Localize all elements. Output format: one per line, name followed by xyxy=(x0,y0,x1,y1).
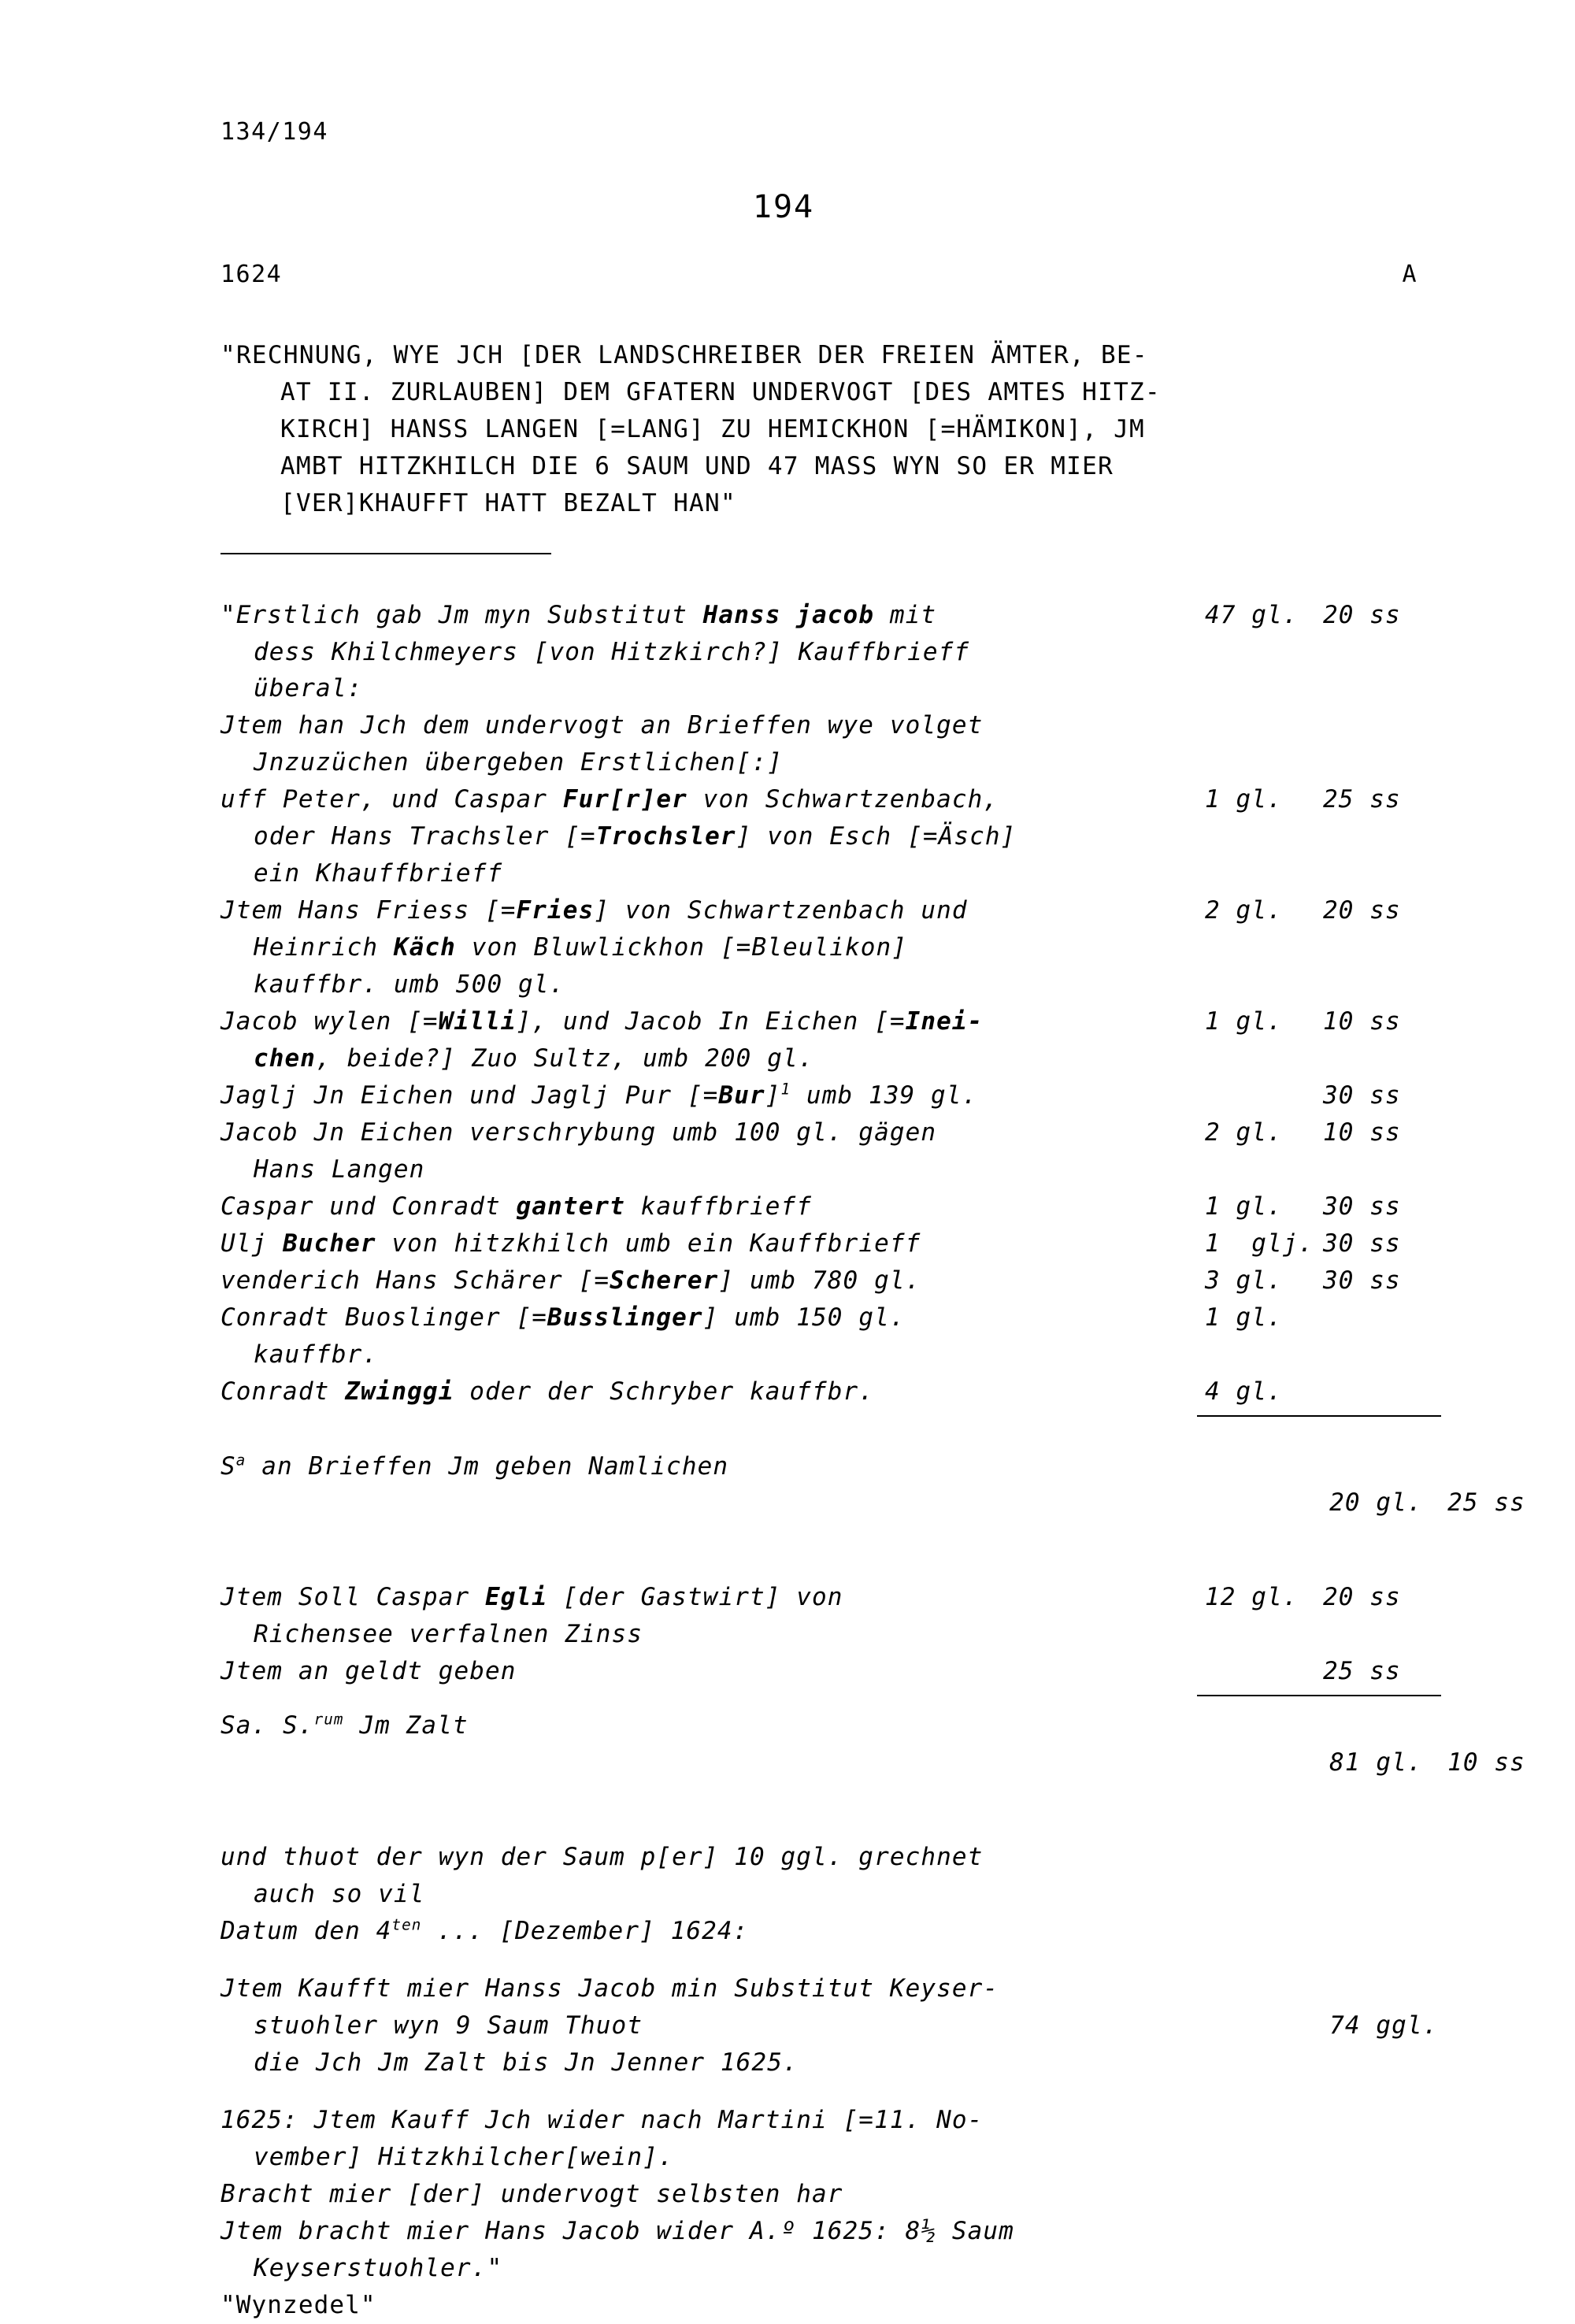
entry-line: Jnzuzüchen übergeben Erstlichen[:] xyxy=(254,748,783,777)
ledger-entry-amount: 2 gl. 20 ss xyxy=(1205,896,1401,925)
ledger-entry-row xyxy=(220,1579,1441,1653)
ledger-entry-amount: 4 gl. xyxy=(1205,1377,1283,1406)
ledger-entry-row xyxy=(220,1262,1441,1299)
entry-line: Jtem Soll Caspar Egli [der Gastwirt] von xyxy=(220,1583,843,1612)
grand-total-row xyxy=(220,1707,1525,1818)
ledger-entry-text xyxy=(220,1579,843,1653)
entry-line: Hans Langen xyxy=(254,1155,425,1184)
ledger-entry-row xyxy=(220,707,1441,781)
ledger-entry-amount: 12 gl. 20 ss xyxy=(1205,1583,1401,1612)
purchase-amount: 74 ggl. xyxy=(1329,2011,1439,2040)
folio-number: 134/194 xyxy=(220,118,328,146)
ledger-entry-row xyxy=(220,1373,1441,1410)
purchase-line-3: die Jch Jm Zalt bis Jn Jenner 1625. xyxy=(254,2048,799,2077)
ledger-entry-text xyxy=(220,781,1016,892)
subtotal-briefe-amount: 20 gl. 25 ss xyxy=(1329,1488,1525,1518)
purchase-entry-text xyxy=(220,1970,999,2081)
ledger-entry-text xyxy=(220,1077,977,1114)
archive-mark: A xyxy=(1402,261,1418,288)
ledger-entry-text xyxy=(220,707,983,781)
regest-line-2: AT II. ZURLAUBEN] DEM GFATERN UNDERVOGT [DES AMTES HITZ- xyxy=(280,378,1161,407)
entry-line: Ulj Bucher von hitzkhilch umb ein Kauffbrieff xyxy=(220,1229,921,1258)
entry-line: Richensee verfalnen Zinss xyxy=(254,1620,643,1649)
entry-line: Caspar und Conradt gantert kauffbrieff xyxy=(220,1192,813,1221)
grand-total-text: Sa. S.$^{rum}$ Jm Zalt xyxy=(220,1710,469,1740)
ledger-entry-text xyxy=(220,597,969,708)
horizontal-divider xyxy=(220,553,551,554)
ledger-entry-row xyxy=(220,781,1441,892)
subtotal-briefe-text: $S^a$ an Brieffen Jm geben Namlichen xyxy=(220,1451,729,1481)
regest-line-4: AMBT HITZKHILCH DIE 6 SAUM UND 47 MASS WYN SO ER MIER xyxy=(280,452,1114,481)
closing-paragraph xyxy=(220,2102,1441,2287)
entries-list-secondary xyxy=(220,1579,1441,1696)
wynzedel-label: "Wynzedel" xyxy=(220,2290,376,2319)
ledger-entry-amount: 2 gl. 10 ss xyxy=(1205,1118,1401,1147)
closing-line: Jtem bracht mier Hans Jacob wider A.º 1625: 8½ Saum xyxy=(220,2216,1014,2245)
entry-line: "Erstlich gab Jm myn Substitut Hanss jacob mit xyxy=(220,600,937,629)
document-year: 1624 xyxy=(220,261,283,288)
entry-line: Jacob wylen [=Willi], und Jacob In Eichen [=Inei- xyxy=(220,1007,984,1036)
ledger-entry-amount: 47 gl. 20 ss xyxy=(1205,600,1401,629)
ledger-entry-text xyxy=(220,1653,517,1690)
regest-line-5: [VER]KHAUFFT HATT BEZALT HAN" xyxy=(280,489,736,518)
ledger-entry-amount: 30 ss xyxy=(1323,1080,1401,1110)
ledger-entry-text xyxy=(220,1373,874,1410)
entry-line: Conradt Buoslinger [=Busslinger] umb 150 gl. xyxy=(220,1303,906,1332)
purchase-line-2: stuohler wyn 9 Saum Thuot xyxy=(254,2011,643,2040)
ledger-entry-text xyxy=(220,1114,936,1188)
ledger-entry-amount: 3 gl. 30 ss xyxy=(1205,1266,1401,1295)
ledger-entry-text xyxy=(220,1299,906,1373)
ledger-entry-row xyxy=(220,1188,1441,1225)
wine-note-line-2: auch so vil xyxy=(254,1880,425,1909)
ledger-entry-text xyxy=(220,892,968,1003)
ledger-entry-row xyxy=(220,1653,1441,1690)
ledger-entry-row xyxy=(220,1077,1441,1114)
ledger-entry-text xyxy=(220,1188,812,1225)
wine-note xyxy=(220,1839,1441,1913)
sum-rule xyxy=(1197,1415,1441,1417)
regest-heading xyxy=(220,337,1441,523)
wine-note-line-1: und thuot der wyn der Saum p[er] 10 ggl. grechnet xyxy=(220,1843,984,1872)
closing-line: Keyserstuohler." xyxy=(254,2253,503,2282)
ledger-entry-amount: 1 gl. 10 ss xyxy=(1205,1007,1401,1036)
ledger-entry-row xyxy=(220,1003,1441,1077)
ledger-entry-row xyxy=(220,1299,1441,1373)
closing-line: vember] Hitzkhilcher[wein]. xyxy=(254,2142,674,2171)
entry-line: kauffbr. xyxy=(254,1340,379,1369)
entry-line: chen, beide?] Zuo Sultz, umb 200 gl. xyxy=(254,1043,814,1073)
entry-line: uff Peter, und Caspar Fur[r]er von Schwartzenbach, xyxy=(220,785,999,814)
regest-line-1: "RECHNUNG, WYE JCH [DER LANDSCHREIBER DER FREIEN ÄMTER, BE- xyxy=(220,341,1148,369)
document-body xyxy=(220,597,1525,2324)
date-line: Datum den $4^{ten}$ ... [Dezember] 1624: xyxy=(220,1915,749,1945)
ledger-entry-row xyxy=(220,892,1441,1003)
entry-line: Jtem han Jch dem undervogt an Brieffen wye volget xyxy=(220,711,984,740)
entry-line: Heinrich Käch von Bluwlickhon [=Bleulikon] xyxy=(254,933,908,962)
ledger-entry-text xyxy=(220,1003,983,1077)
year-and-mark-line xyxy=(220,261,1441,288)
entry-line: dess Khilchmeyers [von Hitzkirch?] Kauffbrieff xyxy=(254,637,970,666)
closing-line: 1625: Jtem Kauff Jch wider nach Martini [=11. No- xyxy=(220,2105,984,2134)
ledger-entry-text xyxy=(220,1225,921,1262)
entry-line: Jtem Hans Friess [=Fries] von Schwartzenbach und xyxy=(220,896,968,925)
entry-line: Jacob Jn Eichen verschrybung umb 100 gl. gägen xyxy=(220,1118,937,1147)
entries-list xyxy=(220,597,1441,1417)
ledger-entry-amount xyxy=(1173,707,1441,744)
grand-total-amount: 81 gl. 10 ss xyxy=(1329,1748,1525,1777)
ledger-entry-row xyxy=(220,597,1441,708)
ledger-entry-amount: 1 glj. 30 ss xyxy=(1205,1229,1401,1258)
sum-rule xyxy=(1197,1695,1441,1696)
document-number: 194 xyxy=(752,189,815,225)
ledger-entry-amount: 1 gl. xyxy=(1205,1303,1283,1332)
entry-line: kauffbr. umb 500 gl. xyxy=(254,970,565,999)
ledger-entry-amount: 1 gl. 25 ss xyxy=(1205,785,1401,814)
closing-line: Bracht mier [der] undervogt selbsten har xyxy=(220,2179,843,2208)
entry-line: Jtem an geldt geben xyxy=(220,1657,517,1686)
ledger-entry-row xyxy=(220,1114,1441,1188)
regest-line-3: KIRCH] HANSS LANGEN [=LANG] ZU HEMICKHON [=HÄMIKON], JM xyxy=(280,415,1145,444)
purchase-line-1: Jtem Kaufft mier Hanss Jacob min Substitut Keyser- xyxy=(220,1974,999,2003)
entry-line: Jaglj Jn Eichen und Jaglj Pur [=Bur]$^1$ umb 139 gl. xyxy=(220,1080,978,1110)
ledger-entry-row xyxy=(220,1225,1441,1262)
entry-line: Conradt Zwinggi oder der Schryber kauffbr. xyxy=(220,1377,875,1406)
entry-line: überal: xyxy=(254,674,363,703)
entry-line: ein Khauffbrieff xyxy=(254,859,503,888)
ledger-entry-text xyxy=(220,1262,921,1299)
ledger-entry-amount: 1 gl. 30 ss xyxy=(1205,1192,1401,1221)
purchase-entry xyxy=(220,1970,1441,2081)
entry-line: oder Hans Trachsler [=Trochsler] von Esch [=Äsch] xyxy=(254,822,1017,851)
ledger-entry-amount: 25 ss xyxy=(1323,1657,1401,1686)
entry-line: venderich Hans Schärer [=Scherer] umb 780 gl. xyxy=(220,1266,921,1295)
subtotal-briefe-row xyxy=(220,1448,1525,1559)
